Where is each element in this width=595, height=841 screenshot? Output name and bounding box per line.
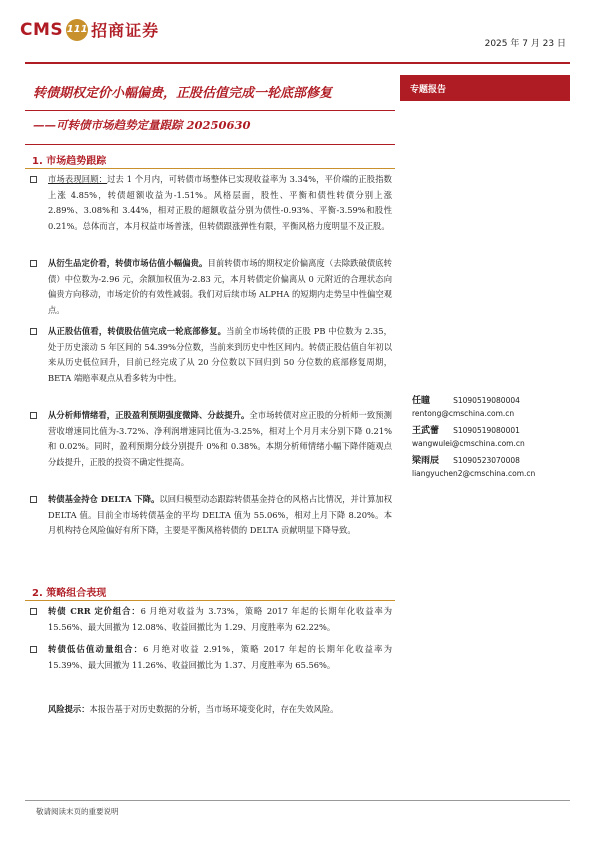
- checkbox-bullet-icon: [30, 496, 37, 503]
- report-title: 转债期权定价小幅偏贵，正股估值完成一轮底部修复: [33, 86, 333, 101]
- list-item: 市场表现回顾：过去 1 个月内，可转债市场整体已实现收益率为 3.34%，平价端的正股指数上涨 4.85%，转债超额收益为-1.51%。风格层面，股性、平衡和债性转债分别上涨 2.89%、3.08%和 3.44%，相对正股的超额收益分别为债性-0.93%、平衡-3.59%和股性 0.21%。总体而言，本月权益市场普涨，但转债跟涨弹性有限，平衡风格力度明显不及正股。: [30, 172, 392, 234]
- list-item: 从正股估值看，转债股估值完成一轮底部修复。当前全市场转债的正股 PB 中位数为 2.35，处于历史滚动 5 年区间的 54.39%分位数，当前来到历史中性区间内。转债正股估值自年初以来从历史低位回升，目前已经完成了从 20 分位数以下回归到 50 分位数的底部修复周期，BETA 端赔率观点从看多转为中性。: [30, 324, 392, 386]
- analyst-license: S1090519080001: [453, 426, 520, 435]
- header-divider: [25, 62, 570, 64]
- company-logo: [20, 18, 159, 41]
- analyst-name: 王武蕾: [412, 426, 440, 436]
- list-item: 转债低估值动量组合：6 月绝对收益 2.91%，策略 2017 年起的长期年化收益率为 15.39%、最大回撤为 11.26%、收益回撤比为 1.37、月度胜率为 65.56%。: [30, 642, 392, 673]
- analyst-email[interactable]: rentong@cmschina.com.cn: [412, 409, 515, 418]
- analyst-card: [412, 448, 572, 478]
- analyst-license: S1090523070008: [453, 456, 520, 465]
- analyst-email[interactable]: wangwulei@cmschina.com.cn: [412, 439, 525, 448]
- logo-mark-icon: 111: [66, 19, 88, 41]
- analyst-card: [412, 388, 572, 418]
- section-2-heading: 2. 策略组合表现: [32, 588, 107, 599]
- list-item: 从分析师情绪看，正股盈利预期强度微降、分歧提升。全市场转债对应正股的分析师一致预测营收增速同比值为-3.72%、净利润增速同比值为-3.25%，相对上个月月末分别下降 0.21%和 0.02%。同时，盈利预期分歧分别提升 0%和 0.38%。本期分析师情绪小幅下降伴随观点分歧提升，正股的投资不确定性提高。: [30, 408, 392, 470]
- analyst-name: 任瞳: [412, 396, 431, 406]
- report-subtitle: ——可转债市场趋势定量跟踪 20250630: [33, 118, 251, 132]
- list-item: 转债 CRR 定价组合：6 月绝对收益为 3.73%，策略 2017 年起的长期年化收益率为 15.56%、最大回撤为 12.08%、收益回撤比为 1.29、月度胜率为 62.22%。: [30, 604, 392, 635]
- logo-chinese-text: 招商证券: [91, 21, 160, 40]
- risk-warning: 风险提示：本报告基于对历史数据的分析，当市场环境变化时，存在失效风险。: [48, 704, 339, 714]
- title-divider: [25, 110, 395, 111]
- section-2-divider: [25, 600, 395, 601]
- analyst-email[interactable]: liangyuchen2@cmschina.com.cn: [412, 469, 536, 478]
- analyst-license: S1090519080004: [453, 396, 520, 405]
- title-bottom-divider: [25, 144, 395, 145]
- checkbox-bullet-icon: [30, 608, 37, 615]
- title-block: [25, 72, 395, 142]
- checkbox-bullet-icon: [30, 646, 37, 653]
- footer-divider: [25, 800, 570, 801]
- checkbox-bullet-icon: [30, 176, 37, 183]
- section-1-heading: 1. 市场趋势跟踪: [32, 156, 107, 167]
- logo-cms-text: CMS: [20, 19, 64, 40]
- checkbox-bullet-icon: [30, 412, 37, 419]
- report-type-tag: 专题报告: [400, 75, 570, 101]
- report-date: 2025 年 7 月 23 日: [484, 39, 566, 49]
- list-item: 转债基金持仓 DELTA 下降。以回归模型动态跟踪转债基金持仓的风格占比情况，并计算加权 DELTA 值。目前全市场转债基金的平均 DELTA 值为 55.06%，相对上月下降 8.20%。本月机构持仓风险偏好有所下降，主要是平衡风格转债的 DELTA 贡献明显下降导致。: [30, 492, 392, 539]
- footer-disclaimer: 敬请阅读末页的重要说明: [36, 807, 119, 816]
- list-item: 从衍生品定价看，转债市场估值小幅偏贵。目前转债市场的期权定价偏离度（去除跌破债底转债）中位数为-2.96 元，余额加权值为-2.83 元，本月转债定价偏离从 0 元附近的合理状态向偏贵方向移动，市场定价的有效性减弱。我们对后续市场 ALPHA 的短期内走势呈中性偏空观点。: [30, 256, 392, 318]
- checkbox-bullet-icon: [30, 260, 37, 267]
- section-1-divider: [25, 168, 395, 169]
- analyst-name: 梁雨辰: [412, 456, 440, 466]
- analyst-card: [412, 418, 572, 448]
- page-header: [20, 18, 580, 58]
- checkbox-bullet-icon: [30, 328, 37, 335]
